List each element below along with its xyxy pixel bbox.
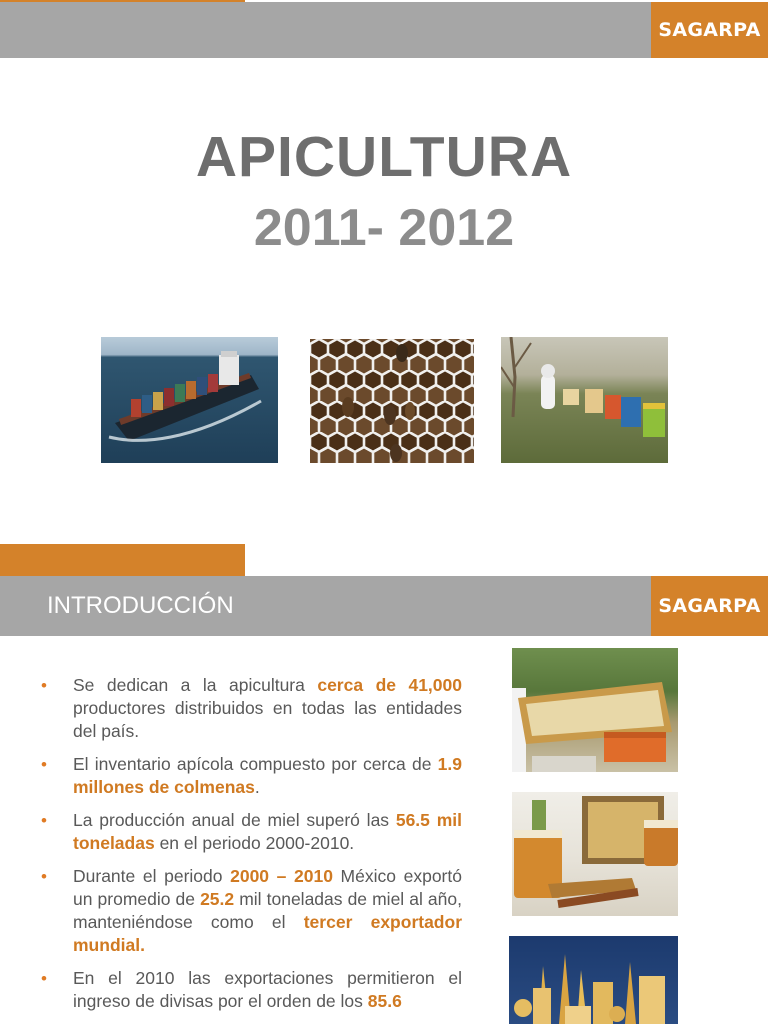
cover-subtitle: 2011- 2012 [253,199,515,257]
cover-title: APICULTURA [195,125,573,189]
section-title: INTRODUCCIÓN [47,592,234,619]
jars-illustration [512,792,678,916]
container-ship-illustration [101,337,278,463]
bullet-dot-icon: • [41,811,47,830]
highlighted-figure: 85.6 [367,991,402,1011]
bullet-text: en el periodo 2000-2010. [154,833,355,853]
bullet-text: En el 2010 las exportaciones permitieron el ingreso de divisas por el orden de los [73,968,462,1011]
apiary-illustration [501,337,668,463]
wax-illustration [509,936,678,1024]
header-accent-strip [0,544,245,576]
bullet-item [41,753,462,799]
frame-illustration [512,648,678,772]
bullet-text: mil toneladas de miel al año, manteniéndose como el [73,889,462,932]
bullet-dot-icon: • [41,969,47,988]
highlighted-figure: 2000 – 2010 [230,866,333,886]
honey-pollen-jars-photo [512,792,678,916]
beeswax-products-photo [509,936,678,1024]
sagarpa-logo: SAGARPA [651,2,768,58]
bullet-list [41,674,462,1023]
bullet-item [41,865,462,957]
highlighted-figure: tercer exportador mundial. [73,912,462,955]
highlighted-figure: cerca de 41,000 [317,675,462,695]
bullet-text: Se dedican a la apicultura [73,675,318,695]
bullet-text: El inventario apícola compuesto por cerca de [73,754,438,774]
bullet-text: La producción anual de miel superó las [73,810,396,830]
bullet-dot-icon: • [41,867,47,886]
bullet-item [41,967,462,1013]
beekeeper-hives-photo [501,337,668,463]
bullet-text: . [254,777,260,797]
slide-date: Julio, 2011 [622,553,686,567]
honeycomb-frame-photo [512,648,678,772]
intro-slide [0,544,768,1024]
bullet-item [41,674,462,743]
sagarpa-logo: SAGARPA [651,576,768,636]
highlighted-figure: 56.5 mil toneladas [73,810,462,853]
honeycomb-bees-photo [310,339,474,463]
honeycomb-illustration [310,339,474,463]
highlighted-figure: 1.9 millones de colmenas [73,754,462,797]
bullet-dot-icon: • [41,755,47,774]
highlighted-figure: 25.2 [200,889,235,909]
bullet-text: productores distribuidos en todas las entidades del país. [73,698,462,741]
bullet-item [41,809,462,855]
container-ship-photo [101,337,278,463]
bullet-text: México exportó un promedio de [73,866,462,909]
bullet-text: Durante el periodo [73,866,231,886]
bullet-dot-icon: • [41,676,47,695]
